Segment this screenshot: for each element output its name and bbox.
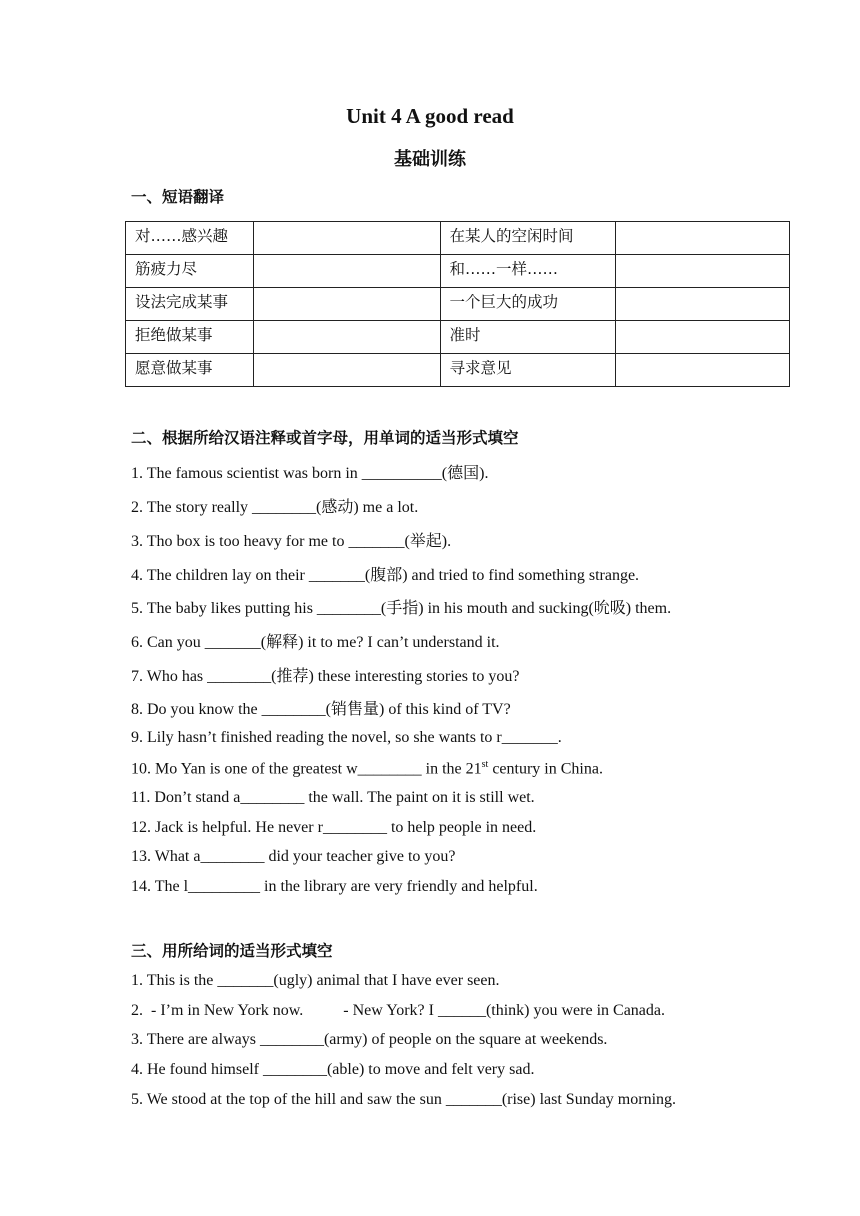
- section1-heading: 一、短语翻译: [131, 188, 225, 206]
- question-item: 5. The baby likes putting his ________(手指) in his mouth and sucking(吮吸) them.: [131, 600, 672, 617]
- question-item: 1. This is the _______(ugly) animal that I have ever seen.: [131, 972, 500, 989]
- section3-heading: 三、用所给词的适当形式填空: [131, 942, 333, 960]
- question-item: 6. Can you _______(解释) it to me? I can’t understand it.: [131, 634, 500, 651]
- question-item: 11. Don’t stand a________ the wall. The paint on it is still wet.: [131, 789, 535, 806]
- question-item: 9. Lily hasn’t finished reading the novel, so she wants to r_______.: [131, 729, 562, 746]
- table-row: [126, 321, 790, 354]
- answer-cell-right[interactable]: [616, 354, 790, 387]
- table-row: [126, 288, 790, 321]
- phrase-cn-left: 设法完成某事: [126, 288, 254, 321]
- question-item: 4. He found himself ________(able) to move and felt very sad.: [131, 1061, 535, 1078]
- phrase-cn-left: 拒绝做某事: [126, 321, 254, 354]
- phrase-cn-left: 对……感兴趣: [126, 222, 254, 255]
- question-item: 14. The l_________ in the library are very friendly and helpful.: [131, 878, 538, 895]
- answer-cell-left[interactable]: [253, 321, 440, 354]
- ordinal-suffix: st: [481, 759, 489, 770]
- answer-cell-left[interactable]: [253, 354, 440, 387]
- table-row: [126, 255, 790, 288]
- answer-cell-right[interactable]: [616, 288, 790, 321]
- phrase-cn-left: 筋疲力尽: [126, 255, 254, 288]
- answer-cell-right[interactable]: [616, 222, 790, 255]
- table-row: [126, 222, 790, 255]
- question-item: 3. Tho box is too heavy for me to _______(举起).: [131, 533, 452, 550]
- question-item: 2. - I’m in New York now. - New York? I ______(think) you were in Canada.: [131, 1002, 665, 1019]
- question-item: 7. Who has ________(推荐) these interesting stories to you?: [131, 668, 520, 685]
- answer-cell-left[interactable]: [253, 222, 440, 255]
- phrase-cn-left: 愿意做某事: [126, 354, 254, 387]
- phrase-translation-table: [125, 221, 790, 387]
- question-item: 8. Do you know the ________(销售量) of this kind of TV?: [131, 701, 511, 718]
- question-item: 12. Jack is helpful. He never r________ to help people in need.: [131, 819, 537, 836]
- answer-cell-right[interactable]: [616, 321, 790, 354]
- answer-cell-left[interactable]: [253, 288, 440, 321]
- question-item: [131, 759, 603, 778]
- phrase-cn-right: 在某人的空闲时间: [440, 222, 616, 255]
- question-item: 4. The children lay on their _______(腹部) and tried to find something strange.: [131, 567, 640, 584]
- phrase-cn-right: 和……一样……: [440, 255, 616, 288]
- page-subtitle: 基础训练: [394, 149, 466, 170]
- question-item: 1. The famous scientist was born in __________(德国).: [131, 465, 489, 482]
- phrase-cn-right: 寻求意见: [440, 354, 616, 387]
- answer-cell-left[interactable]: [253, 255, 440, 288]
- question-text: 10. Mo Yan is one of the greatest w________ in the 21: [131, 760, 482, 778]
- question-item: 13. What a________ did your teacher give to you?: [131, 848, 456, 865]
- page-title: Unit 4 A good read: [346, 104, 514, 128]
- question-text: century in China.: [488, 760, 603, 778]
- table-row: [126, 354, 790, 387]
- section2-heading: 二、根据所给汉语注释或首字母，用单词的适当形式填空: [131, 429, 519, 447]
- question-item: 3. There are always ________(army) of people on the square at weekends.: [131, 1031, 608, 1048]
- answer-cell-right[interactable]: [616, 255, 790, 288]
- phrase-cn-right: 准时: [440, 321, 616, 354]
- question-item: 2. The story really ________(感动) me a lot.: [131, 499, 419, 516]
- phrase-cn-right: 一个巨大的成功: [440, 288, 616, 321]
- question-item: 5. We stood at the top of the hill and saw the sun _______(rise) last Sunday morning.: [131, 1091, 677, 1108]
